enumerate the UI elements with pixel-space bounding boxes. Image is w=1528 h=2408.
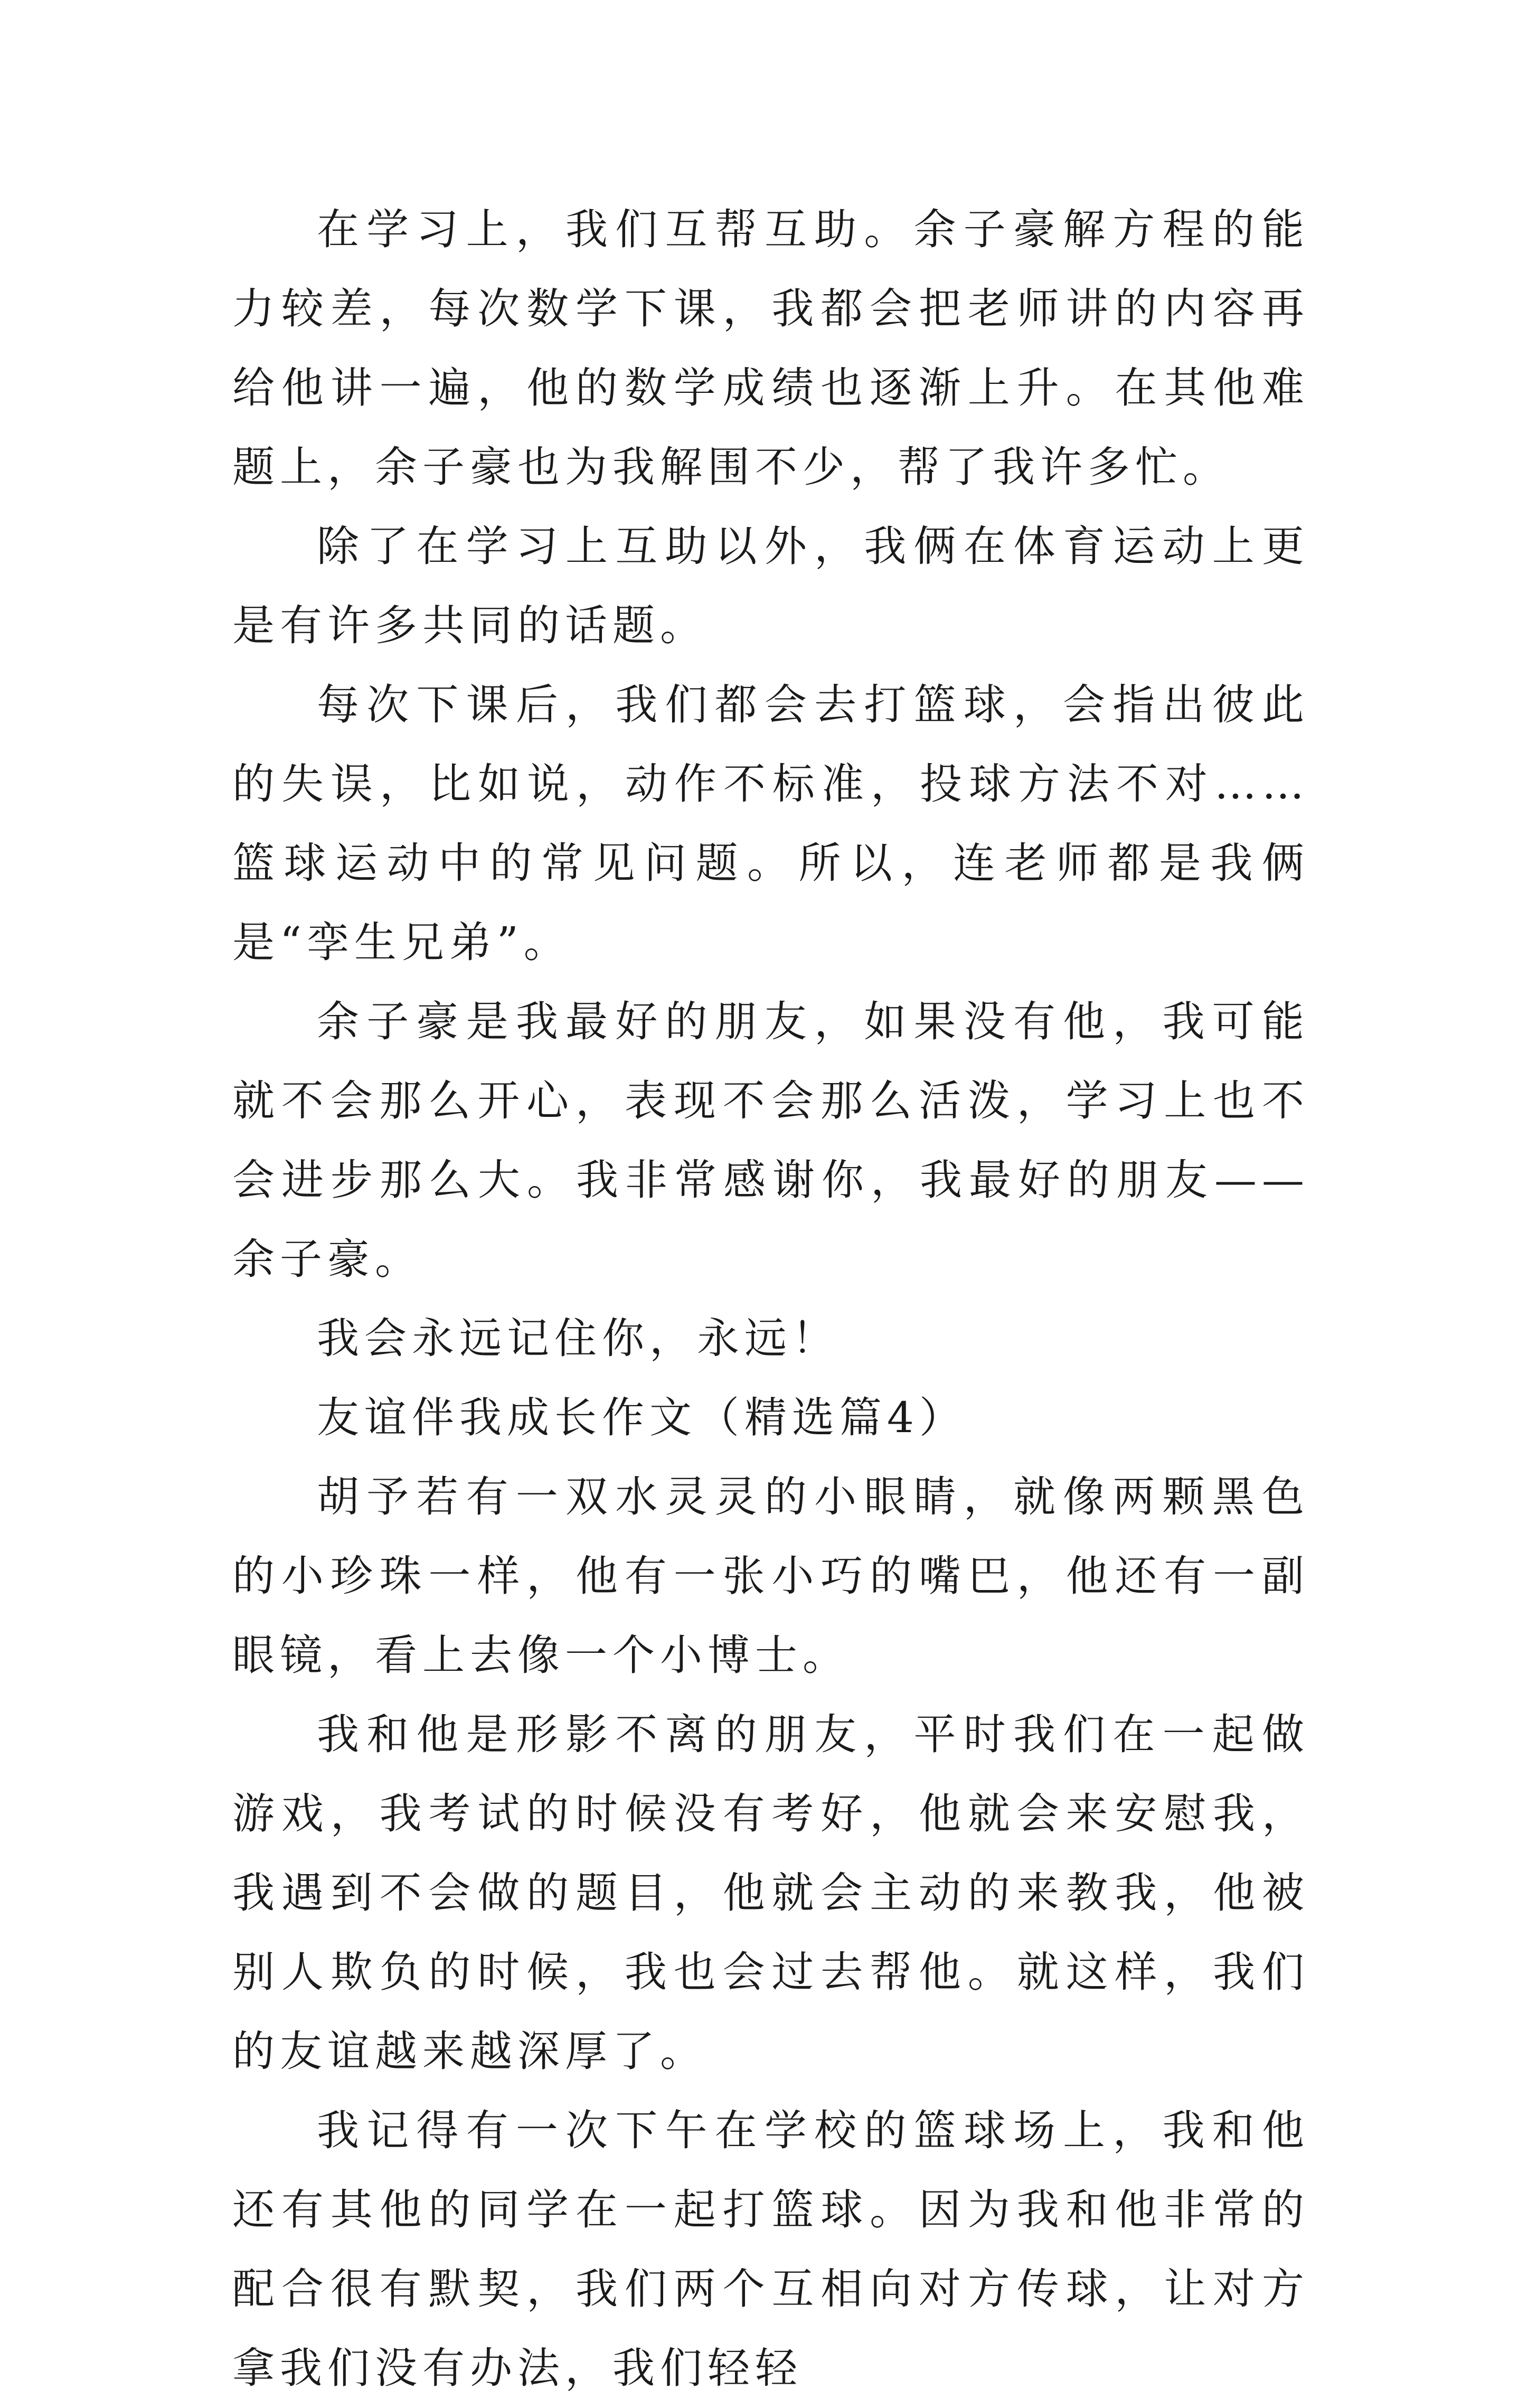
document-body bbox=[232, 190, 1309, 2408]
paragraph: 在学习上，我们互帮互助。余子豪解方程的能力较差，每次数学下课，我都会把老师讲的内容再给他讲一遍，他的数学成绩也逐渐上升。在其他难题上，余子豪也为我解围不少，帮了我许多忙。 bbox=[232, 205, 1309, 492]
paragraph: 我会永远记住你，永远！ bbox=[317, 1314, 840, 1363]
section-heading: 友谊伴我成长作文（精选篇4） bbox=[317, 1393, 967, 1442]
paragraph: 我和他是形影不离的朋友，平时我们在一起做游戏，我考试的时候没有考好，他就会来安慰我，我遇到不会做的题目，他就会主动的来教我，他被别人欺负的时候，我也会过去帮他。就这样，我们的友谊越来越深厚了。 bbox=[232, 1710, 1309, 2076]
paragraph: 除了在学习上互助以外，我俩在体育运动上更是有许多共同的话题。 bbox=[232, 522, 1309, 650]
paragraph: 胡予若有一双水灵灵的小眼睛，就像两颗黑色的小珍珠一样，他有一张小巧的嘴巴，他还有一副眼镜，看上去像一个小博士。 bbox=[232, 1472, 1309, 1680]
paragraph: 余子豪是我最好的朋友，如果没有他，我可能就不会那么开心，表现不会那么活泼，学习上也不会进步那么大。我非常感谢你，我最好的朋友——余子豪。 bbox=[232, 997, 1309, 1284]
paragraph: 我记得有一次下午在学校的篮球场上，我和他还有其他的同学在一起打篮球。因为我和他非常的配合很有默契，我们两个互相向对方传球，让对方拿我们没有办法，我们轻轻 bbox=[232, 2106, 1309, 2393]
paragraph: 每次下课后，我们都会去打篮球，会指出彼此的失误，比如说，动作不标准，投球方法不对……篮球运动中的常见问题。所以，连老师都是我俩是“孪生兄弟”。 bbox=[232, 680, 1309, 967]
